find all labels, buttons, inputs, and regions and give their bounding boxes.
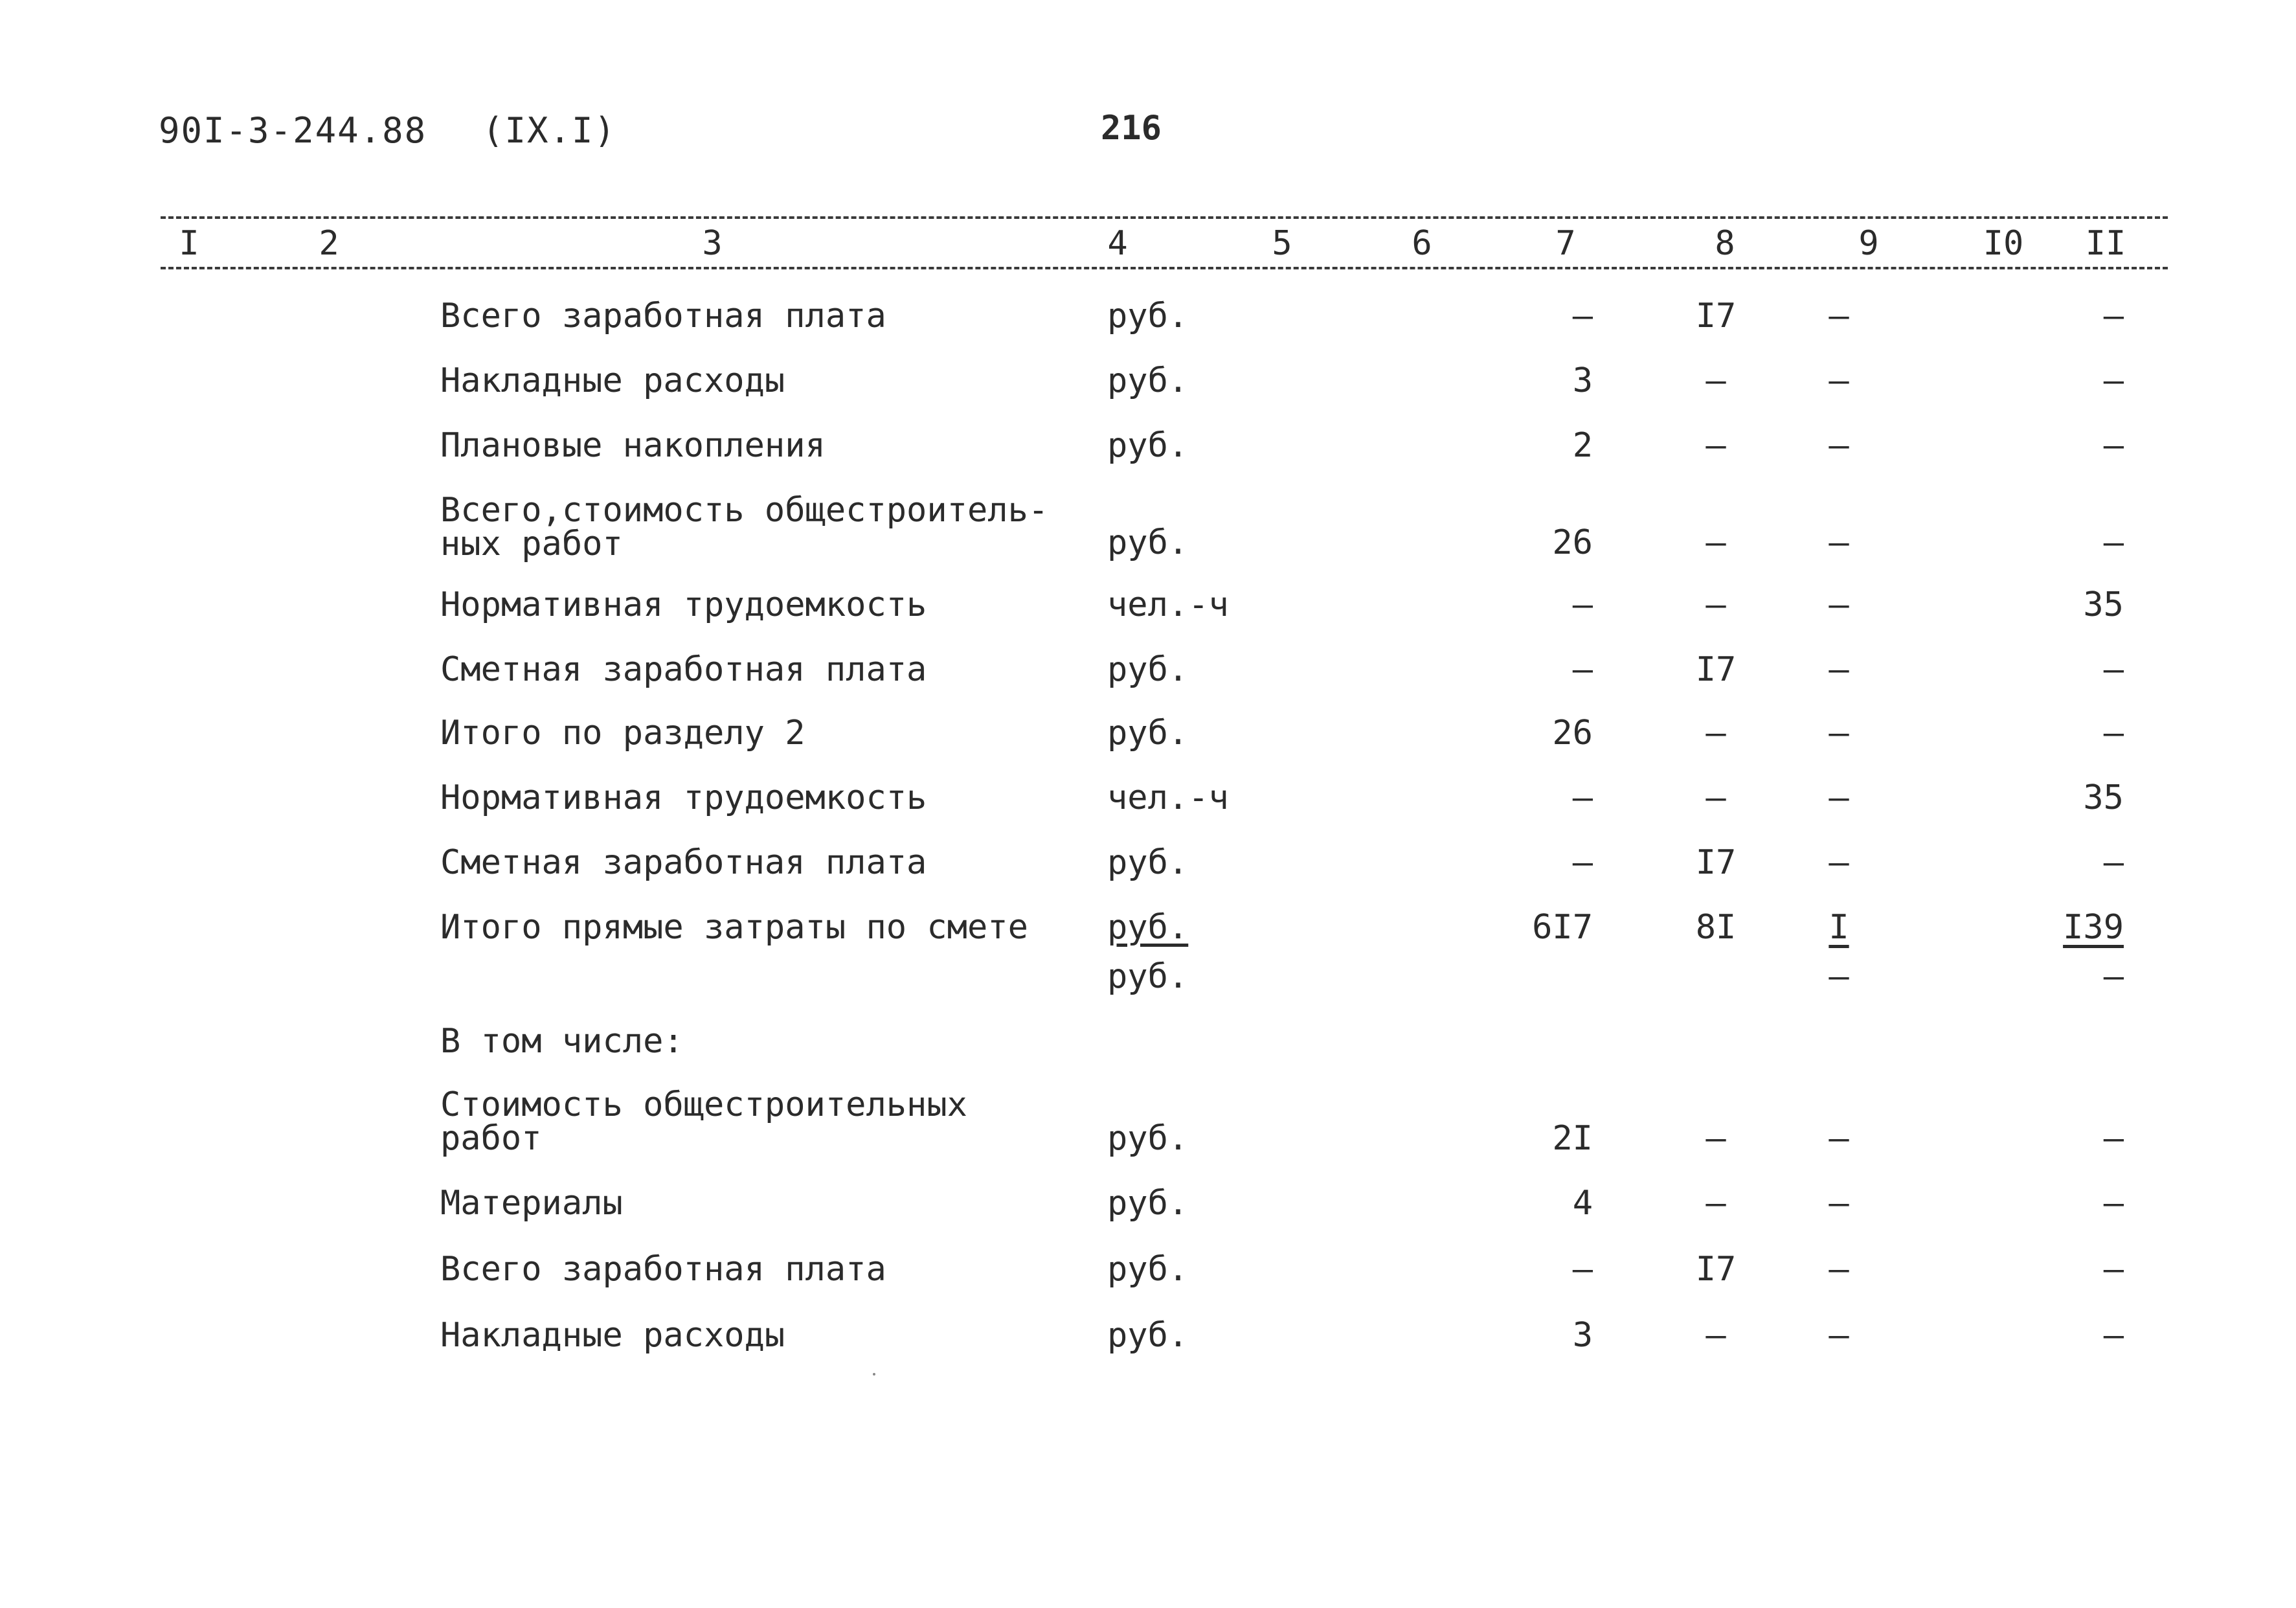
cell-col11: – — [2103, 957, 2124, 996]
row-label: Стоимость общестроительных работ — [440, 1085, 967, 1158]
cell-col8: I7 — [1695, 1250, 1737, 1289]
row-unit: руб. — [1107, 843, 1189, 882]
cell-col11: – — [2103, 714, 2124, 753]
cell-col8: – — [1705, 778, 1726, 817]
row-unit: руб. — [1107, 957, 1189, 996]
cell-col11: 35 — [2083, 778, 2124, 817]
row-unit: чел.-ч — [1107, 778, 1229, 817]
cell-col7: – — [1572, 843, 1593, 882]
row-unit: руб. — [1107, 523, 1189, 562]
cell-col9: – — [1829, 1119, 1849, 1158]
cell-col7: – — [1572, 650, 1593, 689]
cell-col9: – — [1829, 585, 1849, 624]
cell-col8: – — [1705, 585, 1726, 624]
cell-col7: 6I7 — [1532, 908, 1593, 947]
cell-col9: – — [1829, 714, 1849, 753]
cell-col8: – — [1705, 523, 1726, 562]
column-header-3: 3 — [702, 224, 723, 263]
row-label: Накладные расходы — [440, 1316, 785, 1355]
cell-col8: – — [1705, 1316, 1726, 1355]
row-unit: руб. — [1107, 1184, 1189, 1223]
document-code: 90I-3-244.88 — [159, 110, 427, 151]
row-unit: чел.-ч — [1107, 585, 1229, 624]
cell-col9: – — [1829, 297, 1849, 335]
cell-col8: – — [1705, 426, 1726, 465]
row-label: Нормативная трудоемкость — [440, 585, 927, 624]
cell-col7: 3 — [1572, 361, 1593, 400]
cell-col9: – — [1829, 361, 1849, 400]
cell-col11: – — [2103, 1119, 2124, 1158]
row-label: Сметная заработная плата — [440, 843, 927, 882]
cell-col8: I7 — [1695, 650, 1737, 689]
cell-col9: – — [1829, 426, 1849, 465]
column-header-4: 4 — [1107, 224, 1128, 263]
cell-col9: – — [1829, 843, 1849, 882]
cell-col7: – — [1572, 1250, 1593, 1289]
scan-speck — [873, 1373, 875, 1376]
row-unit: руб. — [1107, 908, 1189, 947]
cell-col11: – — [2103, 361, 2124, 400]
row-label: Всего,стоимость общестроитель- ных работ — [440, 491, 1049, 563]
column-header-9: 9 — [1858, 224, 1879, 263]
column-header-7: 7 — [1555, 224, 1576, 263]
cell-col8: 8I — [1695, 908, 1737, 947]
column-header-1: I — [179, 224, 199, 263]
cell-col7: 2 — [1572, 426, 1593, 465]
row-unit: руб. — [1107, 297, 1189, 335]
cell-col7: 26 — [1552, 714, 1593, 753]
column-header-8: 8 — [1715, 224, 1735, 263]
cell-col11: I39 — [2063, 908, 2124, 947]
cell-col9: – — [1829, 650, 1849, 689]
cell-col11: – — [2103, 426, 2124, 465]
table-header-rule — [161, 267, 2168, 269]
cell-col8: – — [1705, 361, 1726, 400]
cell-col7: – — [1572, 778, 1593, 817]
cell-col7: 3 — [1572, 1316, 1593, 1355]
cell-col8: I7 — [1695, 843, 1737, 882]
row-label: Материалы — [440, 1184, 623, 1223]
column-header-6: 6 — [1412, 224, 1432, 263]
row-label: Итого прямые затраты по смете — [440, 908, 1028, 947]
cell-col9: – — [1829, 957, 1849, 996]
row-unit: руб. — [1107, 1316, 1189, 1355]
cell-col9: – — [1829, 1184, 1849, 1223]
table-top-rule — [161, 216, 2168, 219]
cell-col7: 2I — [1552, 1119, 1593, 1158]
cell-col7: – — [1572, 585, 1593, 624]
cell-col7: 26 — [1552, 523, 1593, 562]
row-label: Плановые накопления — [440, 426, 826, 465]
column-header-10: I0 — [1983, 224, 2024, 263]
cell-col11: – — [2103, 1316, 2124, 1355]
cell-col11: – — [2103, 297, 2124, 335]
row-unit: руб. — [1107, 714, 1189, 753]
cell-col11: – — [2103, 523, 2124, 562]
column-header-5: 5 — [1272, 224, 1292, 263]
row-label: Накладные расходы — [440, 361, 785, 400]
column-header-2: 2 — [319, 224, 339, 263]
column-header-11: II — [2085, 224, 2126, 263]
row-label: Нормативная трудоемкость — [440, 778, 927, 817]
cell-col9: – — [1829, 1250, 1849, 1289]
cell-col8: I7 — [1695, 297, 1737, 335]
cell-col8: – — [1705, 1119, 1726, 1158]
cell-col11: – — [2103, 843, 2124, 882]
cell-col7: – — [1572, 297, 1593, 335]
cell-col9: – — [1829, 778, 1849, 817]
cell-col11: – — [2103, 650, 2124, 689]
row-unit: руб. — [1107, 1250, 1189, 1289]
row-label: Сметная заработная плата — [440, 650, 927, 689]
cell-col9: – — [1829, 523, 1849, 562]
row-unit: руб. — [1107, 650, 1189, 689]
section-number: (IX.I) — [482, 110, 617, 151]
cell-col8: – — [1705, 714, 1726, 753]
row-label: Всего заработная плата — [440, 1250, 886, 1289]
row-unit: руб. — [1107, 361, 1189, 400]
cell-col11: – — [2103, 1250, 2124, 1289]
row-unit: руб. — [1107, 1119, 1189, 1158]
cell-col8: – — [1705, 1184, 1726, 1223]
cell-col7: 4 — [1572, 1184, 1593, 1223]
row-label: Итого по разделу 2 — [440, 714, 805, 753]
row-label: Всего заработная плата — [440, 297, 886, 335]
cell-col9: I — [1829, 908, 1849, 947]
cell-col9: – — [1829, 1316, 1849, 1355]
cell-col11: – — [2103, 1184, 2124, 1223]
row-label: В том числе: — [440, 1022, 684, 1061]
cell-col11: 35 — [2083, 585, 2124, 624]
page-number: 216 — [1101, 109, 1162, 148]
row-unit: руб. — [1107, 426, 1189, 465]
